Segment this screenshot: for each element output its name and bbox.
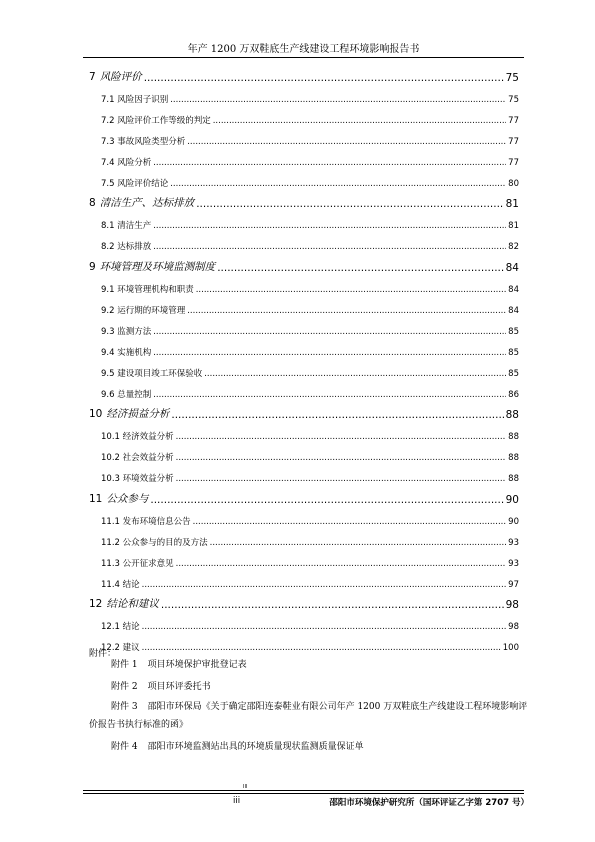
toc-entry-label xyxy=(89,388,151,403)
toc-entry-title: 8.2 达标排放 xyxy=(101,242,152,252)
toc-entry-title: 9.6 总量控制 xyxy=(101,389,152,400)
toc-entry-label xyxy=(89,557,174,572)
toc-entry-title: 10.2 社会效益分析 xyxy=(101,453,174,463)
toc-leader-dots xyxy=(142,622,507,635)
toc-entry-title: 结论和建议 xyxy=(106,598,159,610)
toc-section-entry[interactable] xyxy=(89,87,519,108)
toc-entry-label xyxy=(89,156,151,171)
toc-section-entry[interactable] xyxy=(89,572,519,593)
appendix-tag: 附件 1 xyxy=(111,660,138,670)
toc-leader-dots xyxy=(176,559,507,572)
toc-entry-label xyxy=(89,283,194,298)
toc-entry-title: 11.2 公众参与的目的及方法 xyxy=(101,537,208,548)
toc-entry-title: 8.1 清洁生产 xyxy=(101,221,152,231)
toc-page-number: 84 xyxy=(508,284,519,295)
toc-section-entry[interactable] xyxy=(89,382,519,403)
toc-leader-dots xyxy=(153,158,506,171)
toc-entry-title: 环境管理及环境监测制度 xyxy=(99,260,216,273)
toc-entry-title: 9.2 运行期的环境管理 xyxy=(101,305,186,316)
toc-entry-label xyxy=(89,596,159,614)
toc-entry-title: 9.3 监测方法 xyxy=(101,326,152,337)
toc-page-number: 88 xyxy=(508,432,519,442)
toc-leader-dots xyxy=(170,95,506,108)
toc-section-entry[interactable] xyxy=(89,445,519,466)
toc-page-number: 85 xyxy=(508,368,519,379)
appendix-heading: 附件： xyxy=(89,649,117,659)
toc-chapter-number: 10 xyxy=(89,408,103,420)
toc-section-entry[interactable] xyxy=(89,340,519,361)
toc-chapter-entry[interactable] xyxy=(89,593,519,615)
toc-page-number: 86 xyxy=(508,389,519,400)
toc-page-number: 81 xyxy=(505,198,519,210)
toc-leader-dots xyxy=(161,599,504,614)
toc-leader-dots xyxy=(187,137,506,150)
toc-section-entry[interactable] xyxy=(89,277,519,298)
toc-page-number: 90 xyxy=(505,493,519,506)
toc-page-number: 90 xyxy=(508,516,519,527)
toc-page-number: 85 xyxy=(508,326,519,337)
toc-section-entry[interactable] xyxy=(89,509,519,530)
toc-entry-label xyxy=(89,135,185,150)
toc-entry-title: 7.3 事故风险类型分析 xyxy=(101,136,186,147)
toc-entry-title: 10.3 环境效益分析 xyxy=(101,474,174,484)
toc-section-entry[interactable] xyxy=(89,466,519,487)
table-of-contents xyxy=(89,65,519,656)
toc-entry-title: 11.3 公开征求意见 xyxy=(101,558,174,569)
toc-entry-title: 7.4 风险分析 xyxy=(101,157,152,168)
toc-entry-title: 9.1 环境管理机构和职责 xyxy=(101,284,194,295)
toc-entry-title: 11.4 结论 xyxy=(101,579,140,590)
toc-entry-label xyxy=(89,195,194,213)
toc-chapter-entry[interactable] xyxy=(89,255,519,277)
toc-leader-dots xyxy=(176,432,507,445)
toc-chapter-number: 9 xyxy=(89,260,96,273)
toc-page-number: 88 xyxy=(508,453,519,463)
toc-entry-label xyxy=(89,620,140,635)
toc-entry-label xyxy=(89,515,191,530)
toc-entry-label xyxy=(89,177,168,192)
toc-page-number: 85 xyxy=(508,347,519,358)
toc-leader-dots xyxy=(153,221,506,234)
toc-entry-label xyxy=(89,536,208,551)
toc-page-number: 93 xyxy=(508,537,519,548)
toc-entry-label xyxy=(89,93,168,108)
toc-entry-title: 风险评价 xyxy=(99,70,142,83)
toc-section-entry[interactable] xyxy=(89,108,519,129)
toc-entry-label xyxy=(89,219,151,234)
toc-page-number: 75 xyxy=(505,71,519,84)
toc-section-entry[interactable] xyxy=(89,424,519,445)
toc-entry-title: 12.1 结论 xyxy=(101,622,140,632)
toc-leader-dots xyxy=(153,327,506,340)
toc-leader-dots xyxy=(193,517,507,530)
toc-chapter-number: 11 xyxy=(89,492,103,505)
toc-entry-label xyxy=(89,325,151,340)
toc-entry-label xyxy=(89,451,174,466)
toc-entry-label xyxy=(89,259,215,277)
toc-section-entry[interactable] xyxy=(89,171,519,192)
toc-page-number: 93 xyxy=(508,558,519,569)
toc-entry-title: 12.2 建议 xyxy=(101,643,140,653)
footer-mark: III xyxy=(243,784,248,790)
appendix-text: 邵阳市环保局《关于确定邵阳连泰鞋业有限公司年产 1200 万双鞋底生产线建设工程环境影响评价报告书执行标准的函》 xyxy=(89,702,528,730)
toc-section-entry[interactable] xyxy=(89,129,519,150)
toc-entry-label xyxy=(89,240,151,255)
toc-entry-label xyxy=(89,406,169,424)
toc-section-entry[interactable] xyxy=(89,635,519,656)
toc-page-number: 81 xyxy=(508,221,519,231)
toc-page-number: 84 xyxy=(505,261,519,274)
toc-entry-label xyxy=(89,472,174,487)
appendix-text: 项目环境保护审批登记表 xyxy=(147,660,247,670)
toc-section-entry[interactable] xyxy=(89,551,519,572)
toc-leader-dots xyxy=(170,179,506,192)
toc-leader-dots xyxy=(217,262,503,277)
toc-entry-title: 经济损益分析 xyxy=(106,408,170,420)
appendix-item xyxy=(89,738,529,756)
toc-entry-title: 清洁生产、达标排放 xyxy=(99,197,195,209)
header-rule xyxy=(83,57,524,58)
toc-leader-dots xyxy=(213,116,506,129)
toc-leader-dots xyxy=(176,474,507,487)
toc-entry-title: 9.5 建设项目竣工环保验收 xyxy=(101,368,203,379)
toc-entry-label xyxy=(89,114,211,129)
toc-leader-dots xyxy=(176,453,507,466)
toc-page-number: 88 xyxy=(508,474,519,484)
toc-entry-title: 10.1 经济效益分析 xyxy=(101,432,174,442)
running-header: 年产 1200 万双鞋底生产线建设工程环境影响报告书 xyxy=(187,44,420,55)
toc-section-entry[interactable] xyxy=(89,319,519,340)
toc-entry-label xyxy=(89,491,148,509)
toc-entry-title: 9.4 实施机构 xyxy=(101,347,152,358)
toc-entry-title: 11.1 发布环境信息公告 xyxy=(101,516,191,527)
appendix-text: 邵阳市环境监测站出具的环境质量现状监测质量保证单 xyxy=(147,742,364,752)
appendix-tag: 附件 4 xyxy=(111,742,138,752)
footer-rule-thin xyxy=(83,793,524,794)
toc-leader-dots xyxy=(142,580,507,593)
toc-chapter-number: 8 xyxy=(89,197,96,209)
toc-entry-label xyxy=(89,346,151,361)
toc-entry-label xyxy=(89,367,202,382)
toc-leader-dots xyxy=(187,306,506,319)
toc-leader-dots xyxy=(150,494,503,509)
toc-page-number: 75 xyxy=(508,94,519,105)
toc-section-entry[interactable] xyxy=(89,614,519,635)
appendix-text: 项目环评委托书 xyxy=(147,682,211,692)
toc-page-number: 80 xyxy=(508,178,519,189)
toc-page-number: 98 xyxy=(505,599,519,611)
appendix-item xyxy=(89,678,529,696)
toc-section-entry[interactable] xyxy=(89,530,519,551)
toc-section-entry[interactable] xyxy=(89,361,519,382)
toc-entry-label xyxy=(89,578,140,593)
footer-rule-thick xyxy=(83,790,524,791)
toc-entry-title: 7.5 风险评价结论 xyxy=(101,178,169,189)
toc-leader-dots xyxy=(142,643,501,656)
toc-entry-label xyxy=(89,430,174,445)
toc-entry-label xyxy=(89,69,142,87)
appendix-tag: 附件 3 xyxy=(111,702,138,712)
toc-page-number: 100 xyxy=(502,643,519,653)
appendix-item xyxy=(89,656,529,674)
toc-leader-dots xyxy=(210,538,507,551)
toc-chapter-entry[interactable] xyxy=(89,65,519,87)
toc-leader-dots xyxy=(171,409,503,424)
toc-section-entry[interactable] xyxy=(89,298,519,319)
toc-page-number: 84 xyxy=(508,305,519,316)
toc-entry-title: 公众参与 xyxy=(106,492,149,505)
toc-leader-dots xyxy=(153,242,506,255)
toc-chapter-entry[interactable] xyxy=(89,192,519,214)
toc-entry-title: 7.1 风险因子识别 xyxy=(101,94,169,105)
toc-leader-dots xyxy=(196,285,506,298)
toc-chapter-number: 7 xyxy=(89,70,96,83)
toc-leader-dots xyxy=(153,348,506,361)
toc-section-entry[interactable] xyxy=(89,150,519,171)
toc-page-number: 88 xyxy=(505,409,519,421)
toc-page-number: 77 xyxy=(508,136,519,147)
toc-leader-dots xyxy=(144,72,504,87)
toc-page-number: 77 xyxy=(508,157,519,168)
page-number: iii xyxy=(233,796,241,806)
appendix-item xyxy=(89,698,529,734)
toc-page-number: 82 xyxy=(508,242,519,252)
toc-page-number: 97 xyxy=(508,579,519,590)
appendix-tag: 附件 2 xyxy=(111,682,138,692)
toc-chapter-number: 12 xyxy=(89,598,103,610)
toc-entry-label xyxy=(89,304,185,319)
toc-chapter-entry[interactable] xyxy=(89,403,519,425)
footer-organization: 邵阳市环境保护研究所（国环评证乙字第 2707 号） xyxy=(329,798,529,808)
toc-page-number: 77 xyxy=(508,115,519,126)
toc-section-entry[interactable] xyxy=(89,213,519,234)
toc-entry-title: 7.2 风险评价工作等级的判定 xyxy=(101,115,211,126)
toc-section-entry[interactable] xyxy=(89,234,519,255)
toc-leader-dots xyxy=(204,369,506,382)
toc-chapter-entry[interactable] xyxy=(89,487,519,509)
toc-leader-dots xyxy=(153,390,506,403)
toc-leader-dots xyxy=(196,198,503,213)
toc-page-number: 98 xyxy=(508,622,519,632)
